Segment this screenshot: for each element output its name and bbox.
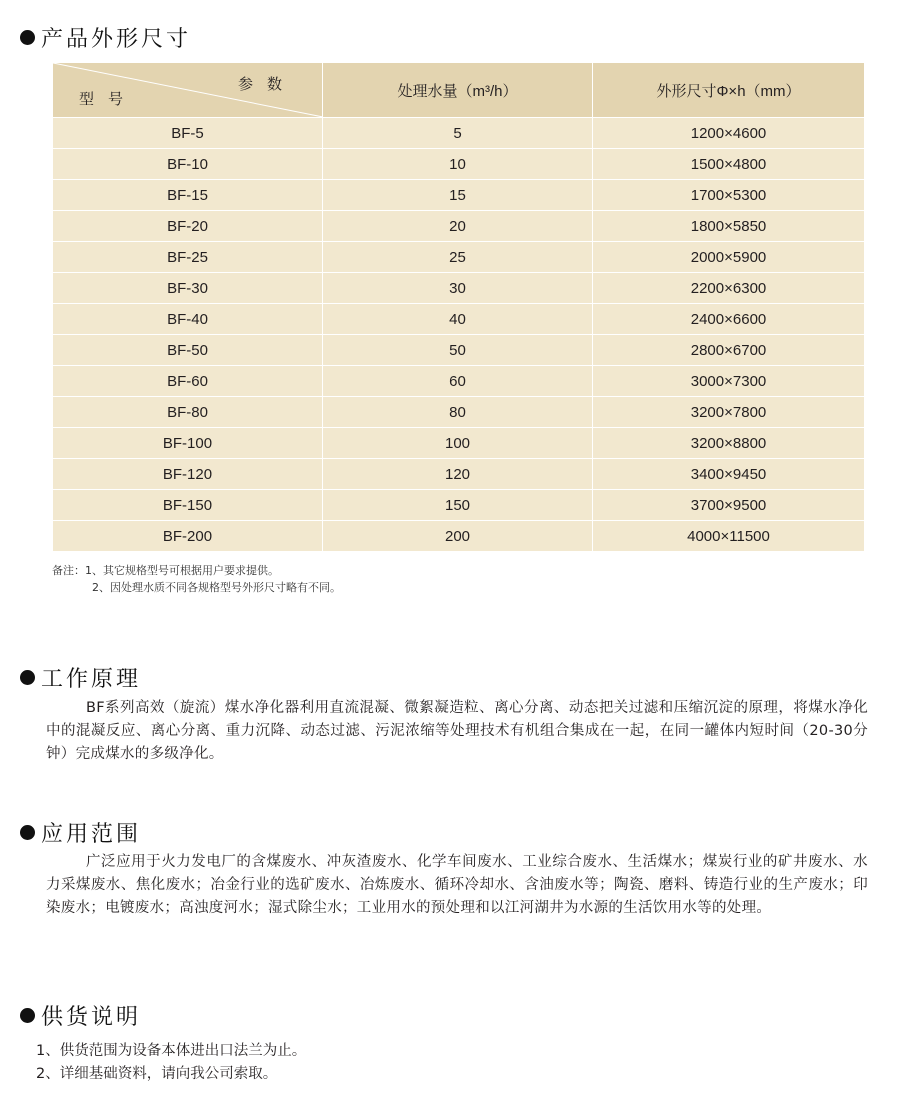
header-params-label: 参数	[237, 76, 296, 93]
table-row	[53, 180, 865, 211]
section-title-application	[20, 817, 141, 848]
cell-flow: 5	[323, 118, 593, 149]
section-title-text: 产品外形尺寸	[41, 27, 192, 52]
table-body	[53, 118, 865, 552]
cell-size: 3000×7300	[593, 366, 865, 397]
cell-size: 1700×5300	[593, 180, 865, 211]
cell-model: BF-30	[53, 273, 323, 304]
cell-size: 3700×9500	[593, 490, 865, 521]
header-corner-cell	[53, 63, 323, 118]
cell-size: 3200×8800	[593, 428, 865, 459]
cell-model: BF-200	[53, 521, 323, 552]
bullet-icon	[20, 1008, 35, 1023]
cell-flow: 60	[323, 366, 593, 397]
note-line-1: 备注：1、其它规格型号可根据用户要求提供。	[52, 564, 279, 577]
note-line-2: 2、因处理水质不同各规格型号外形尺寸略有不同。	[92, 581, 341, 594]
supply-list	[36, 1040, 306, 1086]
cell-flow: 80	[323, 397, 593, 428]
cell-flow: 10	[323, 149, 593, 180]
cell-flow: 120	[323, 459, 593, 490]
cell-size: 1500×4800	[593, 149, 865, 180]
section-title-text: 工作原理	[41, 667, 142, 692]
table-row	[53, 149, 865, 180]
section-title-principle	[20, 662, 141, 693]
cell-size: 2000×5900	[593, 242, 865, 273]
table-row	[53, 366, 865, 397]
cell-size: 4000×11500	[593, 521, 865, 552]
table-row	[53, 242, 865, 273]
cell-flow: 40	[323, 304, 593, 335]
cell-flow: 20	[323, 211, 593, 242]
supply-item: 2、详细基础资料，请向我公司索取。	[36, 1066, 278, 1082]
bullet-icon	[20, 30, 35, 45]
table-row	[53, 335, 865, 366]
application-paragraph: 广泛应用于火力发电厂的含煤废水、冲灰渣废水、化学车间废水、工业综合废水、生活煤水；煤炭行业的矿井废水、水力采煤废水、焦化废水；冶金行业的选矿废水、冶炼废水、循环冷却水、含油废水等；陶瓷、磨料、铸造行业的生产废水；印染废水；电镀废水；高浊度河水；湿式除尘水；工业用水的预处理和以江河湖井为水源的生活饮用水等的处理。	[46, 854, 868, 916]
table-row	[53, 273, 865, 304]
principle-paragraph: BF系列高效（旋流）煤水净化器利用直流混凝、微絮凝造粒、离心分离、动态把关过滤和压缩沉淀的原理，将煤水净化中的混凝反应、离心分离、重力沉降、动态过滤、污泥浓缩等处理技术有机组合集成在一起，在同一罐体内短时间（20-30分钟）完成煤水的多级净化。	[46, 700, 868, 762]
table-row	[53, 118, 865, 149]
cell-flow: 15	[323, 180, 593, 211]
cell-model: BF-50	[53, 335, 323, 366]
cell-size: 3200×7800	[593, 397, 865, 428]
cell-model: BF-60	[53, 366, 323, 397]
cell-model: BF-150	[53, 490, 323, 521]
cell-flow: 25	[323, 242, 593, 273]
cell-size: 2800×6700	[593, 335, 865, 366]
cell-size: 3400×9450	[593, 459, 865, 490]
section-title-supply	[20, 1000, 141, 1031]
table-row	[53, 304, 865, 335]
table-row	[53, 428, 865, 459]
table-header-row	[53, 63, 865, 118]
cell-size: 2400×6600	[593, 304, 865, 335]
table-row	[53, 490, 865, 521]
cell-flow: 100	[323, 428, 593, 459]
table-row	[53, 397, 865, 428]
cell-model: BF-25	[53, 242, 323, 273]
cell-model: BF-100	[53, 428, 323, 459]
cell-flow: 150	[323, 490, 593, 521]
table-row	[53, 521, 865, 552]
supply-item: 1、供货范围为设备本体进出口法兰为止。	[36, 1043, 307, 1059]
section-title-dimensions	[20, 22, 191, 53]
spec-table	[52, 62, 865, 552]
cell-flow: 30	[323, 273, 593, 304]
cell-model: BF-20	[53, 211, 323, 242]
cell-model: BF-15	[53, 180, 323, 211]
table-row	[53, 211, 865, 242]
cell-flow: 50	[323, 335, 593, 366]
table-row	[53, 459, 865, 490]
header-size: 外形尺寸Φ×h（mm）	[593, 63, 865, 118]
cell-model: BF-40	[53, 304, 323, 335]
header-model-label: 型号	[79, 91, 138, 108]
table-notes	[52, 562, 341, 596]
section-title-text: 应用范围	[41, 822, 142, 847]
cell-size: 1800×5850	[593, 211, 865, 242]
cell-model: BF-80	[53, 397, 323, 428]
bullet-icon	[20, 670, 35, 685]
section-title-text: 供货说明	[41, 1005, 142, 1030]
cell-size: 2200×6300	[593, 273, 865, 304]
cell-model: BF-120	[53, 459, 323, 490]
header-flow: 处理水量（m³/h）	[323, 63, 593, 118]
cell-flow: 200	[323, 521, 593, 552]
cell-size: 1200×4600	[593, 118, 865, 149]
bullet-icon	[20, 825, 35, 840]
cell-model: BF-10	[53, 149, 323, 180]
cell-model: BF-5	[53, 118, 323, 149]
